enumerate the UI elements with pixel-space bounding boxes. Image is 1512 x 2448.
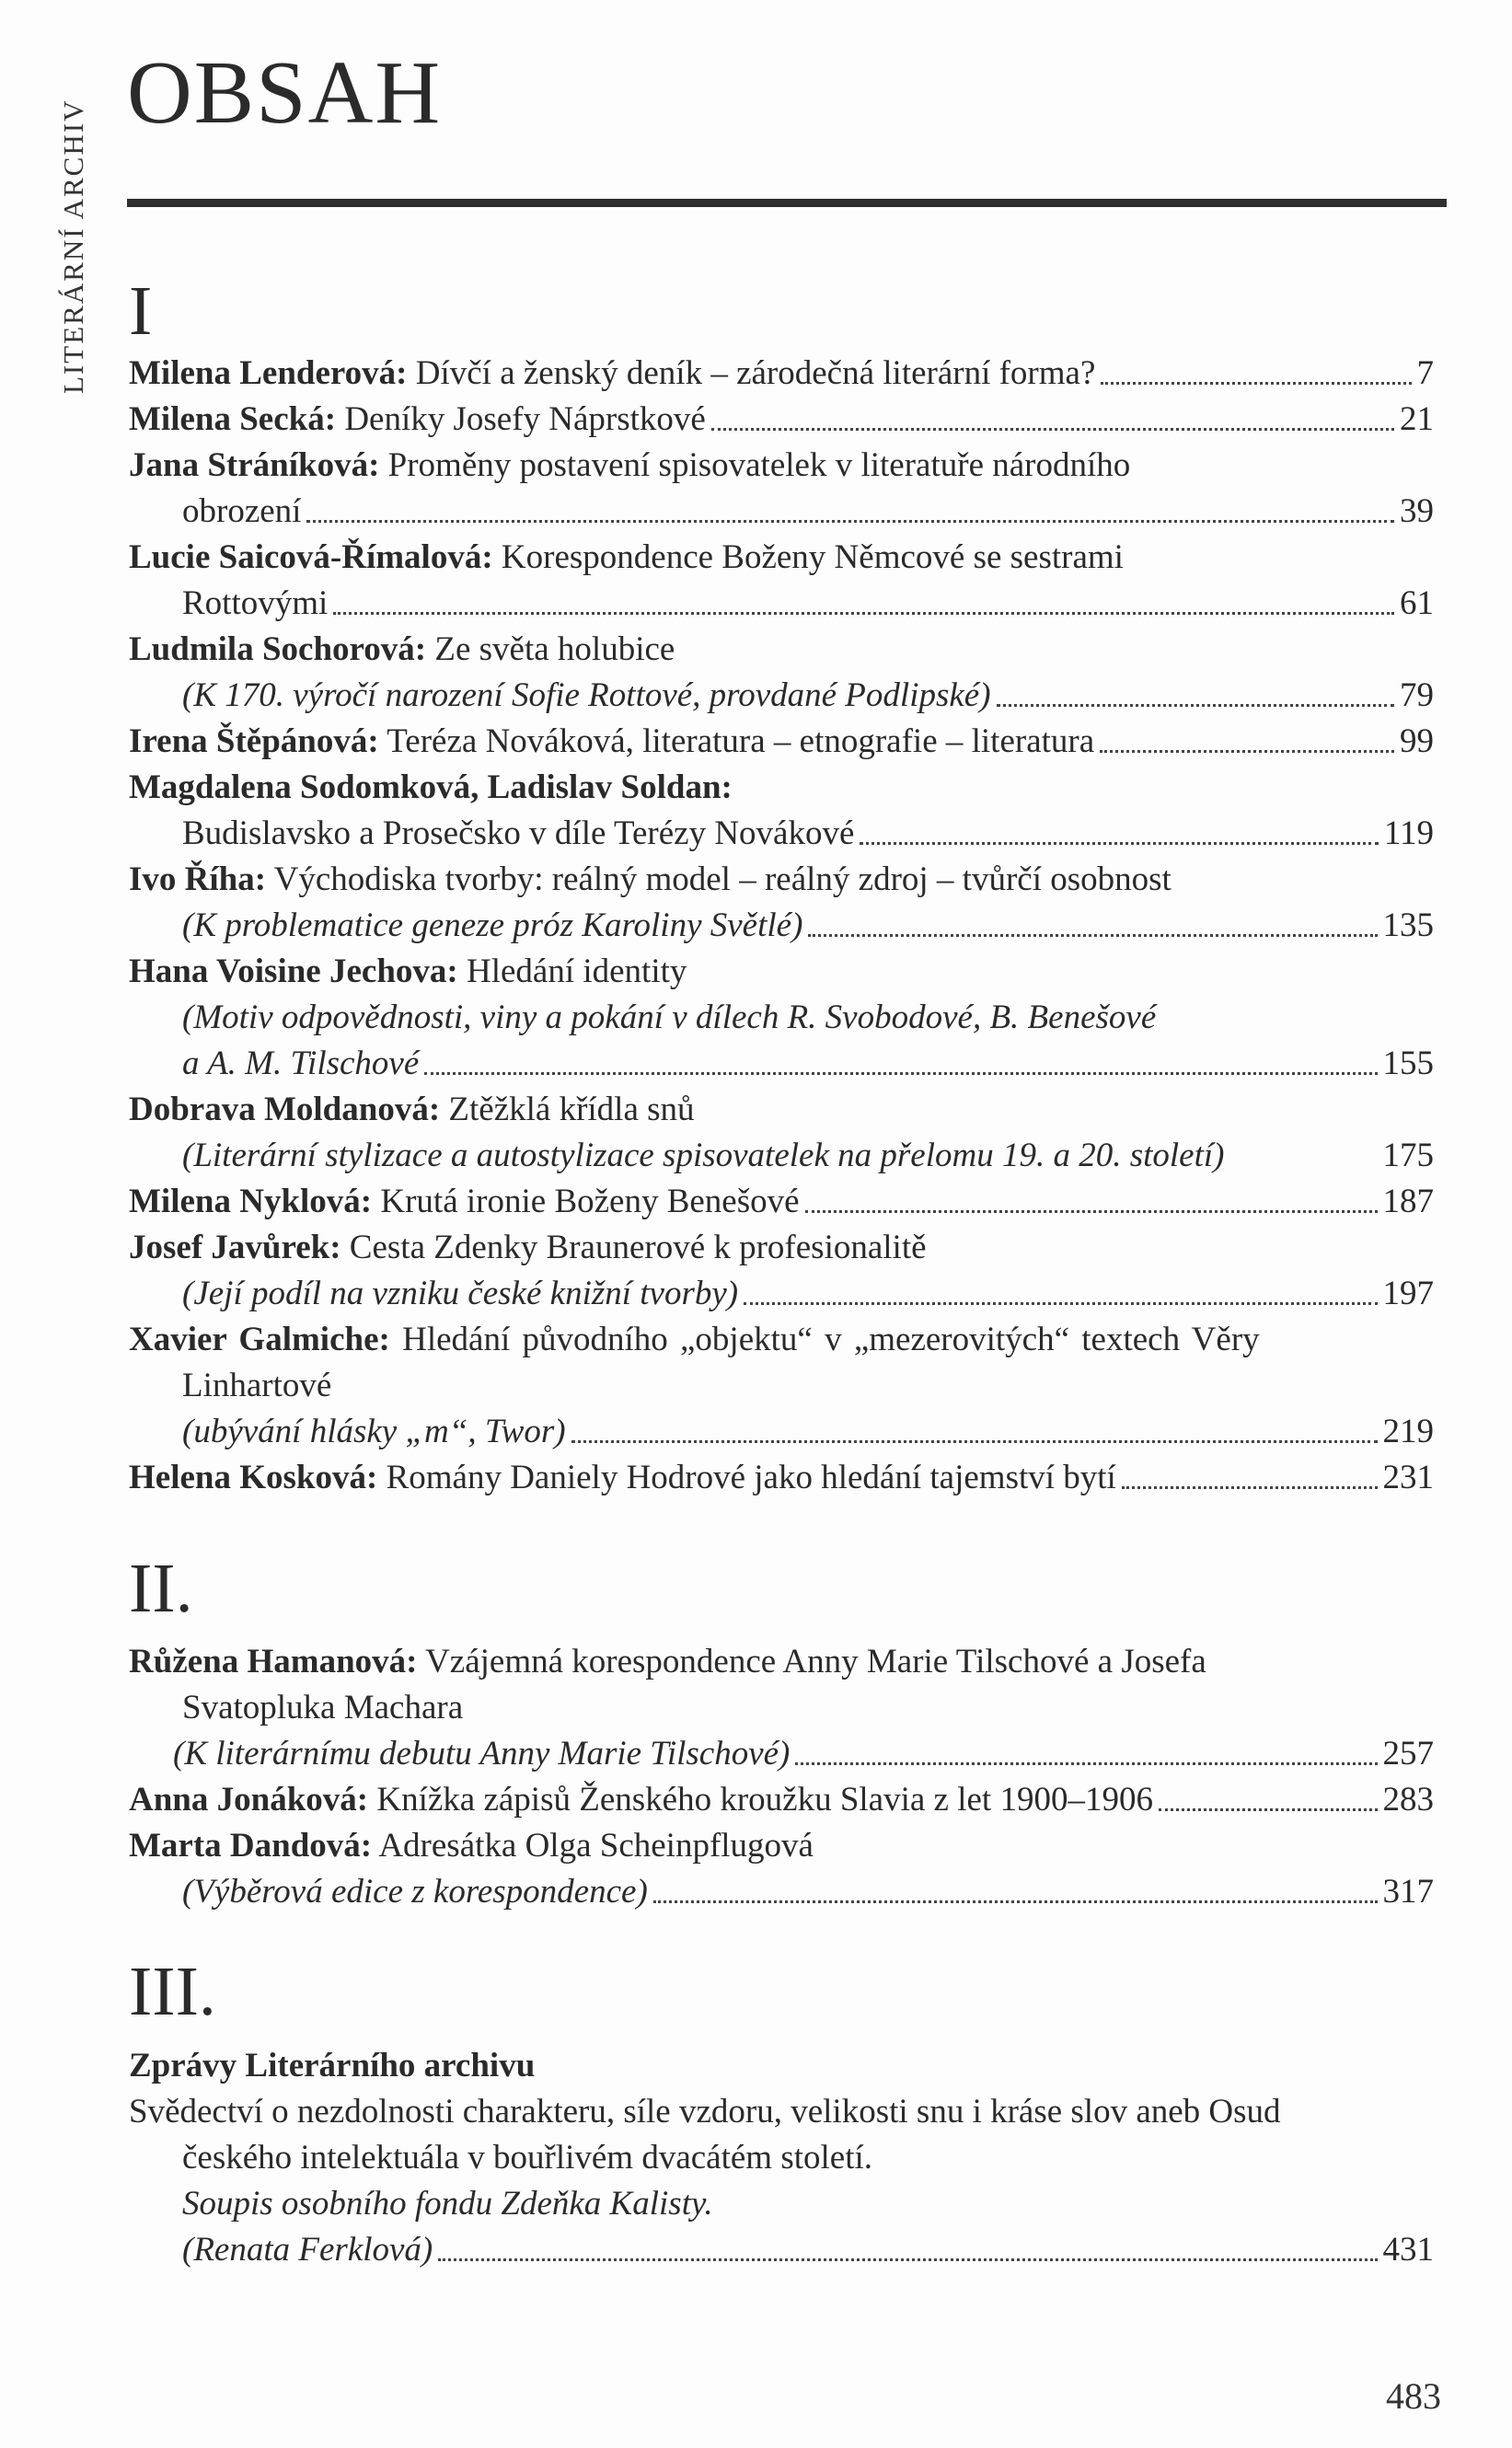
entry-title-continued: Svatopluka Machara [182, 1689, 464, 1726]
entry-author: Milena Lenderová: [129, 354, 408, 392]
entry-author: Hana Voisine Jechova: [129, 953, 458, 990]
leader-dots [808, 903, 1377, 949]
entry-page: 219 [1382, 1413, 1434, 1450]
entry-page: 21 [1400, 400, 1434, 438]
entry-page: 79 [1400, 676, 1434, 714]
entry-author: Anna Jonáková: [129, 1781, 369, 1819]
entry-author: Dobrava Moldanová: [129, 1091, 441, 1128]
entry-title: Hledání původního „objektu“ v „mezerovitých“ textech Věry [389, 1321, 1260, 1358]
entry-page: 119 [1383, 814, 1434, 852]
entry-author: Jana Stráníková: [129, 446, 380, 484]
entry-author: Irena Štěpánová: [129, 722, 379, 760]
entry-author: Helena Kosková: [129, 1459, 378, 1496]
entry-author: Ivo Říha: [129, 860, 267, 898]
entry-title: Romány Daniely Hodrové jako hledání tajemství bytí [377, 1459, 1116, 1496]
entry-page: 431 [1382, 2231, 1434, 2269]
entry-subtitle: (K literárnímu debutu Anny Marie Tilschové) [173, 1735, 791, 1772]
title-rule [127, 199, 1447, 207]
toc-entry-subtitle[interactable] [173, 1731, 1434, 1777]
toc-entry[interactable] [129, 1823, 1434, 1869]
toc-entry-continuation[interactable] [182, 581, 1434, 627]
toc-entry[interactable] [129, 1087, 1434, 1133]
section-heading-3: III. [129, 1953, 216, 2030]
entry-subtitle: (K 170. výročí narození Sofie Rottové, provdané Podlipské) [182, 676, 991, 714]
toc-entry-continuation[interactable] [182, 489, 1434, 535]
toc-entry[interactable] [129, 1639, 1434, 1685]
toc-entry[interactable] [129, 719, 1434, 765]
toc-entry-continuation[interactable] [182, 1685, 1434, 1731]
toc-entry[interactable] [129, 1225, 1434, 1271]
leader-dots [333, 581, 1394, 627]
entry-page: 175 [1382, 1137, 1434, 1174]
entry-page: 135 [1382, 906, 1434, 944]
entry-title: Adresátka Olga Scheinpflugová [372, 1827, 814, 1865]
entry-title: Knížka zápisů Ženského kroužku Slavia z let 1900–1906 [368, 1781, 1153, 1819]
entry-author: Lucie Saicová-Římalová: [129, 538, 493, 576]
entry-page: 257 [1382, 1735, 1434, 1772]
entry-author: Josef Javůrek: [129, 1229, 341, 1266]
toc-entry-continuation[interactable] [182, 2135, 1434, 2181]
entry-author: Růžena Hamanová: [129, 1643, 418, 1680]
entry-title-continued: Budislavsko a Prosečsko v díle Terézy Novákové [182, 814, 855, 852]
entry-title: Východiska tvorby: reálný model – reálný zdroj – tvůrčí osobnost [266, 860, 1172, 898]
leader-dots [997, 673, 1394, 719]
leader-dots [1101, 351, 1411, 397]
entry-page: 155 [1382, 1045, 1434, 1082]
entry-page: 231 [1382, 1459, 1434, 1496]
toc-entry-subtitle[interactable] [182, 1409, 1434, 1455]
toc-entry-subtitle[interactable] [182, 995, 1434, 1041]
entry-author: Marta Dandová: [129, 1827, 373, 1865]
entry-title: Teréza Nováková, literatura – etnografie – literatura [378, 722, 1095, 760]
toc-entry[interactable] [129, 2089, 1434, 2135]
entry-page: 7 [1416, 354, 1434, 392]
leader-dots [860, 811, 1378, 857]
toc-entry-subtitle[interactable] [182, 673, 1434, 719]
entry-title: Proměny postavení spisovatelek v literatuře národního [379, 446, 1131, 484]
toc-entry-subtitle[interactable] [182, 1869, 1434, 1915]
entry-title-continued: českého intelektuála v bouřlivém dvacátém století. [182, 2139, 873, 2177]
leader-dots [653, 1869, 1378, 1915]
entry-title: Korespondence Boženy Němcové se sestrami [492, 538, 1124, 576]
toc-entry[interactable] [129, 1777, 1434, 1823]
entry-subtitle: (ubývání hlásky „m“, Twor) [182, 1413, 566, 1450]
toc-entry[interactable] [129, 2043, 1434, 2089]
entry-title: Ze světa holubice [426, 630, 675, 668]
leader-dots [424, 1041, 1377, 1087]
entry-title: Hledání identity [457, 953, 687, 990]
entry-title: Vzájemná korespondence Anny Marie Tilschové a Josefa [417, 1643, 1206, 1680]
leader-dots [438, 2227, 1377, 2273]
entry-subtitle: (K problematice geneze próz Karoliny Světlé) [182, 906, 803, 944]
entry-subtitle-continued: (Renata Ferklová) [182, 2231, 433, 2269]
leader-dots [805, 1179, 1378, 1225]
entry-author: Milena Secká: [129, 400, 337, 438]
toc-entry[interactable] [129, 351, 1434, 397]
toc-entry-subtitle[interactable] [182, 2181, 1434, 2227]
entry-title: Krutá ironie Boženy Benešové [372, 1183, 800, 1220]
entry-subtitle: (Literární stylizace a autostylizace spisovatelek na přelomu 19. a 20. století) [182, 1137, 1225, 1174]
entry-subtitle: (Motiv odpovědnosti, viny a pokání v dílech R. Svobodové, B. Benešové [182, 999, 1157, 1036]
toc-entry-subtitle[interactable] [182, 1271, 1434, 1317]
entry-title-continued: Rottovými [182, 584, 329, 622]
entry-title: Deníky Josefy Náprstkové [336, 400, 706, 438]
entry-title: Cesta Zdenky Braunerové k profesionalitě [340, 1229, 927, 1266]
entry-page: 187 [1382, 1183, 1434, 1220]
toc-entry[interactable] [129, 627, 1434, 673]
leader-dots [571, 1409, 1378, 1455]
toc-entry[interactable] [129, 765, 1434, 811]
leader-dots [795, 1731, 1377, 1777]
toc-entry[interactable] [129, 397, 1434, 443]
toc-entry-subtitle[interactable] [182, 1133, 1434, 1179]
toc-entry[interactable] [129, 1179, 1434, 1225]
running-head: LITERÁRNÍ ARCHIV [57, 98, 89, 394]
entry-title: Svědectví o nezdolnosti charakteru, síle vzdoru, velikosti snu i kráse slov aneb Osud [129, 2093, 1281, 2130]
section-heading-1: I [129, 272, 153, 350]
toc-entry-subtitle[interactable] [182, 1041, 1434, 1087]
entry-title: Dívčí a ženský deník – zárodečná literární forma? [407, 354, 1096, 392]
toc-entry-subtitle[interactable] [182, 2227, 1434, 2273]
entry-page: 317 [1382, 1873, 1434, 1911]
entry-page: 197 [1382, 1275, 1434, 1312]
section-heading-2: II. [129, 1550, 193, 1627]
toc-entry-continuation[interactable] [182, 1363, 1434, 1409]
entry-subtitle-continued: a A. M. Tilschové [182, 1045, 420, 1082]
entry-author: Zprávy Literárního archivu [129, 2047, 536, 2084]
leader-dots [1100, 719, 1394, 765]
entry-author: Ludmila Sochorová: [129, 630, 427, 668]
toc-entry[interactable] [129, 857, 1434, 903]
toc-entry[interactable] [129, 535, 1434, 581]
entry-author: Xavier Galmiche: [129, 1321, 390, 1358]
leader-dots [1159, 1777, 1378, 1823]
leader-dots [306, 489, 1394, 535]
toc-entry[interactable] [129, 443, 1434, 489]
entry-subtitle: (Výběrová edice z korespondence) [182, 1873, 648, 1911]
entry-author: Magdalena Sodomková, Ladislav Soldan: [129, 768, 733, 806]
toc-entry[interactable] [129, 1317, 1434, 1363]
entry-title-continued: obrození [182, 492, 302, 530]
entry-title: Ztěžklá křídla snů [440, 1091, 695, 1128]
page-number: 483 [1386, 2375, 1441, 2417]
toc-entry-continuation[interactable] [182, 811, 1434, 857]
entry-title-continued: Linhartové [182, 1367, 332, 1404]
toc-entry-subtitle[interactable] [182, 903, 1434, 949]
entry-page: 61 [1400, 584, 1434, 622]
entry-subtitle: Soupis osobního fondu Zdeňka Kalisty. [182, 2185, 713, 2223]
leader-dots [1122, 1455, 1378, 1501]
toc-entry[interactable] [129, 949, 1434, 995]
entry-page: 39 [1400, 492, 1434, 530]
page-title: OBSAH [127, 43, 443, 143]
entry-page: 283 [1382, 1781, 1434, 1819]
entry-page: 99 [1400, 722, 1434, 760]
leader-dots [711, 397, 1394, 443]
entry-subtitle: (Její podíl na vzniku české knižní tvorby) [182, 1275, 739, 1312]
toc-entry[interactable] [129, 1455, 1434, 1501]
leader-dots [744, 1271, 1377, 1317]
entry-author: Milena Nyklová: [129, 1183, 373, 1220]
